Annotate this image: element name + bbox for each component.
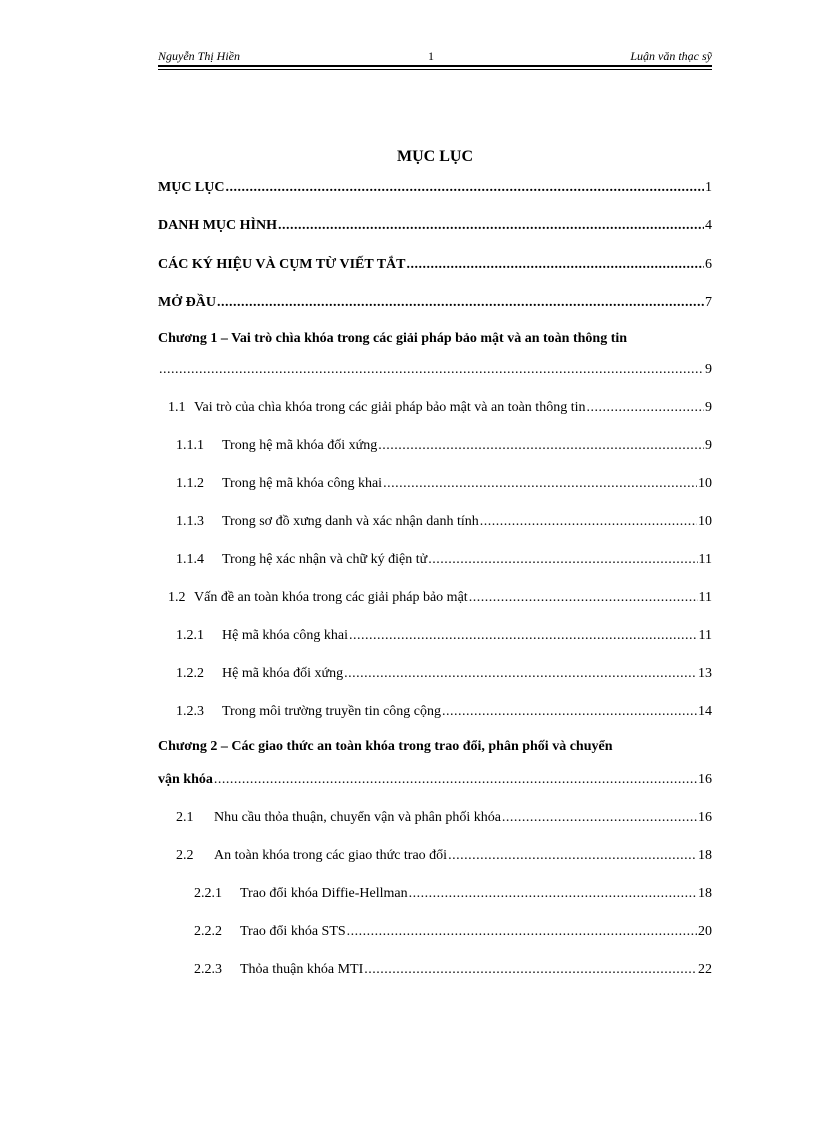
toc-entry-2-2-2[interactable]: 2.2.2 Trao đổi khóa STS ..... 20 (194, 924, 712, 940)
leader-dots (226, 180, 705, 196)
leader-dots (502, 810, 697, 826)
leader-dots (469, 590, 698, 606)
leader-dots (349, 628, 698, 644)
toc-entry-chapter-2[interactable]: vận khóa ..... 16 (158, 772, 712, 788)
toc-entry-mo-dau[interactable]: MỞ ĐẦU ..... 7 (158, 295, 712, 311)
toc-entry-1-2-2[interactable]: 1.2.2 Hệ mã khóa đối xứng ..... 13 (176, 666, 712, 682)
toc-entry-1-1-4[interactable]: 1.1.4 Trong hệ xác nhận và chữ ký điện tử ..... 11 (176, 552, 712, 568)
header-rule (158, 65, 712, 67)
leader-dots (278, 218, 704, 234)
header-rule-thin (158, 69, 712, 70)
leader-dots (364, 962, 697, 978)
toc-entry-2-2-3[interactable]: 2.2.3 Thỏa thuận khóa MTI ..... 22 (194, 962, 712, 978)
leader-dots (442, 704, 697, 720)
toc-title: MỤC LỤC (397, 148, 473, 165)
header-page-number: 1 (428, 49, 434, 63)
toc-entry-ky-hieu[interactable]: CÁC KÝ HIỆU VÀ CỤM TỪ VIẾT TẮT ..... 6 (158, 257, 712, 273)
toc-entry-1-1-1[interactable]: 1.1.1 Trong hệ mã khóa đối xứng ..... 9 (176, 438, 712, 454)
leader-dots (383, 476, 697, 492)
toc-entry-chapter-1[interactable]: ..... 9 (158, 362, 712, 378)
leader-dots (378, 438, 704, 454)
leader-dots (347, 924, 697, 940)
leader-dots (428, 552, 697, 568)
leader-dots (217, 295, 704, 311)
toc-entry-1-1-3[interactable]: 1.1.3 Trong sơ đồ xưng danh và xác nhận danh tính ..... 10 (176, 514, 712, 530)
toc-entry-danh-muc-hinh[interactable]: DANH MỤC HÌNH ..... 4 (158, 218, 712, 234)
leader-dots (409, 886, 697, 902)
leader-dots (214, 772, 697, 788)
toc-entry-1-2-3[interactable]: 1.2.3 Trong môi trường truyền tin công cộng ..... 14 (176, 704, 712, 720)
header-author: Nguyễn Thị Hiền (158, 49, 240, 63)
toc-entry-2-2-1[interactable]: 2.2.1 Trao đổi khóa Diffie-Hellman ..... 18 (194, 886, 712, 902)
toc-entry-2-2[interactable]: 2.2 An toàn khóa trong các giao thức trao đổi ..... 18 (176, 848, 712, 864)
toc-entry-muc-luc[interactable]: MỤC LỤC ..... 1 (158, 180, 712, 196)
leader-dots (344, 666, 697, 682)
toc-chapter-2-title[interactable]: Chương 2 – Các giao thức an toàn khóa trong trao đổi, phân phối và chuyển (158, 739, 613, 754)
leader-dots (448, 848, 697, 864)
header-doc-type: Luận văn thạc sỹ (630, 49, 712, 63)
leader-dots (159, 362, 704, 378)
toc-entry-1-2-1[interactable]: 1.2.1 Hệ mã khóa công khai ..... 11 (176, 628, 712, 644)
toc-chapter-1-title[interactable]: Chương 1 – Vai trò chìa khóa trong các giải pháp bảo mật và an toàn thông tin (158, 331, 628, 346)
toc-entry-2-1[interactable]: 2.1 Nhu cầu thỏa thuận, chuyển vận và phân phối khóa ..... 16 (176, 810, 712, 826)
leader-dots (586, 400, 704, 416)
leader-dots (480, 514, 697, 530)
toc-entry-1-1[interactable]: 1.1 Vai trò của chìa khóa trong các giải pháp bảo mật và an toàn thông tin ..... 9 (168, 400, 712, 416)
toc-entry-1-1-2[interactable]: 1.1.2 Trong hệ mã khóa công khai ..... 10 (176, 476, 712, 492)
leader-dots (407, 257, 704, 273)
toc-entry-1-2[interactable]: 1.2 Vấn đề an toàn khóa trong các giải pháp bảo mật ..... 11 (168, 590, 712, 606)
